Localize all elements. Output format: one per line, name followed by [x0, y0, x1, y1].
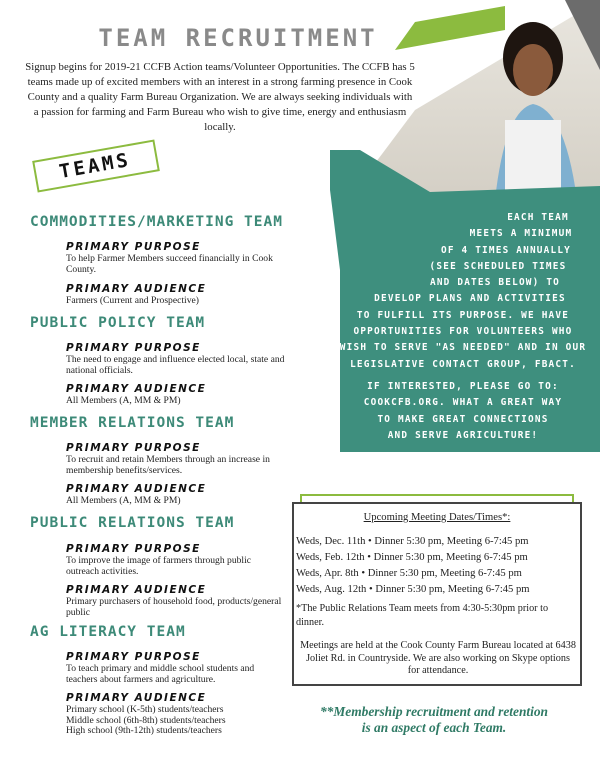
- primary-audience-label: PRIMARY AUDIENCE: [66, 483, 207, 495]
- primary-purpose-label: PRIMARY PURPOSE: [66, 651, 201, 663]
- primary-audience-text: [66, 705, 286, 737]
- team-name-commodities: COMMODITIES/MARKETING TEAM: [30, 214, 283, 230]
- panel-line: AND DATES BELOW) TO: [429, 277, 561, 289]
- meeting-date: Weds, Dec. 11th • Dinner 5:30 pm, Meeting 6-7:45 pm: [296, 536, 529, 547]
- team-name-ag-literacy: AG LITERACY TEAM: [30, 624, 186, 640]
- primary-audience-label: PRIMARY AUDIENCE: [66, 283, 207, 295]
- panel-line: OF 4 TIMES ANNUALLY: [440, 244, 572, 256]
- page-title: TEAM RECRUITMENT: [98, 24, 378, 52]
- primary-purpose-label: PRIMARY PURPOSE: [66, 543, 201, 555]
- meeting-date: Weds, Aug. 12th • Dinner 5:30 pm, Meeting 6-7:45 pm: [296, 584, 530, 595]
- panel-line: TO FULFILL ITS PURPOSE. WE HAVE: [356, 309, 570, 321]
- primary-audience-label: PRIMARY AUDIENCE: [66, 692, 207, 704]
- membership-note-line: is an aspect of each Team.: [361, 720, 507, 735]
- team-name-member-relations: MEMBER RELATIONS TEAM: [30, 415, 235, 431]
- primary-audience-label: PRIMARY AUDIENCE: [66, 383, 207, 395]
- meetings-note: *The Public Relations Team meets from 4:30-5:30pm prior to dinner.: [296, 603, 549, 628]
- info-panel-text: [332, 210, 594, 444]
- meeting-date: Weds, Apr. 8th • Dinner 5:30 pm, Meeting 6-7:45 pm: [296, 568, 522, 579]
- audience-line: Primary school (K-5th) students/teachers: [66, 704, 224, 715]
- panel-line: (SEE SCHEDULED TIMES: [429, 260, 567, 272]
- primary-purpose-text: To teach primary and middle school students and teachers about farmers and agriculture.: [66, 663, 255, 685]
- panel-line: DEVELOP PLANS AND ACTIVITIES: [374, 293, 566, 305]
- primary-purpose-text: To recruit and retain Members through an increase in membership benefits/services.: [66, 454, 270, 476]
- membership-note-line: **Membership recruitment and retention: [319, 704, 549, 719]
- team-name-public-relations: PUBLIC RELATIONS TEAM: [30, 515, 235, 531]
- meetings-location: Meetings are held at the Cook County Farm Bureau located at 6438 Joliet Rd. in Countryside. We are also working on Skype options for attendance.: [300, 640, 576, 676]
- primary-audience-text: Farmers (Current and Prospective): [66, 295, 199, 306]
- website-link-line[interactable]: COOKCFB.ORG. WHAT A GREAT WAY: [363, 397, 563, 409]
- panel-line: TO MAKE GREAT CONNECTIONS: [377, 413, 549, 425]
- panel-line: IF INTERESTED, PLEASE GO TO:: [367, 380, 559, 392]
- membership-note: [280, 704, 588, 736]
- primary-purpose-text: To improve the image of farmers through public outreach activities.: [66, 555, 252, 577]
- audience-line: High school (9th-12th) students/teachers: [66, 725, 222, 736]
- panel-line: AND SERVE AGRICULTURE!: [387, 429, 539, 441]
- primary-purpose-text: The need to engage and influence elected local, state and national officials.: [66, 354, 285, 376]
- meeting-date: Weds, Feb. 12th • Dinner 5:30 pm, Meeting 6-7:45 pm: [296, 552, 528, 563]
- meetings-title: Upcoming Meeting Dates/Times*:: [363, 512, 511, 523]
- panel-line: EACH TEAM: [507, 212, 569, 223]
- primary-audience-text: Primary purchasers of household food, products/general public: [66, 596, 282, 618]
- teams-label: TEAMS: [57, 148, 133, 184]
- primary-purpose-label: PRIMARY PURPOSE: [66, 241, 201, 253]
- team-name-public-policy: PUBLIC POLICY TEAM: [30, 315, 206, 331]
- intro-paragraph: Signup begins for 2019-21 CCFB Action teams/Volunteer Opportunities. The CCFB has 5 teams made up of excited members with an interest in a strong farming presence in Cook County and a quality Farm Bureau Organization. We are always seeking individuals with a passion for farming and Farm Bureau who wish to give time, energy and enthusiasm locally.: [25, 61, 415, 133]
- panel-line: MEETS A MINIMUM: [469, 228, 573, 240]
- panel-line: WISH TO SERVE "AS NEEDED" AND IN OUR: [339, 342, 587, 354]
- primary-audience-text: All Members (A, MM & PM): [66, 395, 181, 406]
- primary-audience-label: PRIMARY AUDIENCE: [66, 584, 207, 596]
- panel-line: OPPORTUNITIES FOR VOLUNTEERS WHO: [353, 326, 573, 338]
- audience-line: Middle school (6th-8th) students/teachers: [66, 714, 226, 726]
- panel-line: LEGISLATIVE CONTACT GROUP, FBACT.: [350, 358, 576, 370]
- primary-purpose-text: To help Farmer Members succeed financially in Cook County.: [66, 253, 273, 275]
- primary-purpose-label: PRIMARY PURPOSE: [66, 442, 201, 454]
- primary-purpose-label: PRIMARY PURPOSE: [66, 342, 201, 354]
- primary-audience-text: All Members (A, MM & PM): [66, 495, 181, 506]
